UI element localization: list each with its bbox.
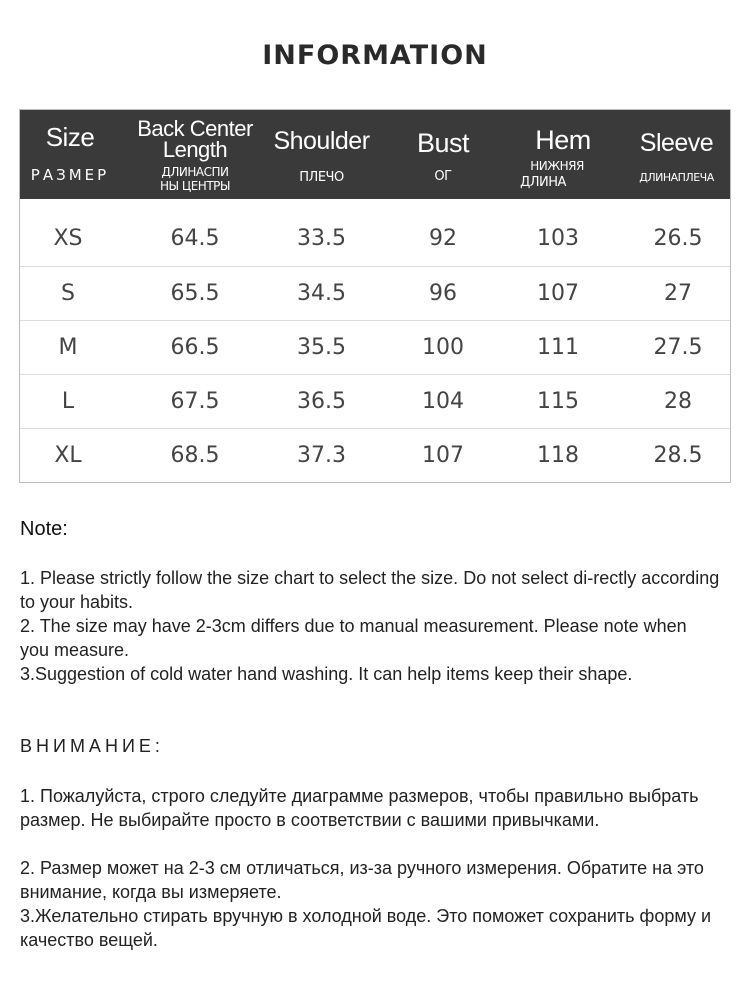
note-ru-item-1: 1. Пожалуйста, строго следуйте диаграмме размеров, чтобы правильно выбрать размер. Не выбирайте просто в соответствии с вашими привычками.	[20, 786, 699, 830]
table-row	[20, 320, 730, 375]
bust-cell: 107	[422, 443, 464, 468]
header-bust-en: Bust	[416, 128, 470, 158]
note-ru-item-3: 3.Желательно стирать вручную в холодной воде. Это поможет сохранить форму и качество вещей.	[20, 906, 712, 950]
table-row	[20, 428, 730, 483]
table-header	[20, 110, 730, 199]
size-cell: M	[58, 335, 78, 360]
header-hem-en: Hem	[535, 125, 591, 155]
header-shoulder-en: Shoulder	[273, 127, 370, 155]
size-cell: L	[61, 389, 75, 414]
header-sleeve	[623, 110, 730, 199]
sleeve-cell: 26.5	[653, 226, 703, 251]
table-row	[20, 374, 730, 429]
note-item-3: 3.Suggestion of cold water hand washing. It can help items keep their shape.	[20, 664, 633, 684]
table-row	[20, 212, 730, 266]
header-sleeve-ru: ДЛИНАПЛЕЧА	[639, 171, 714, 184]
bust-cell: 100	[422, 335, 464, 360]
shoulder-cell: 33.5	[297, 226, 346, 251]
hem-cell: 103	[537, 226, 579, 251]
sleeve-cell: 27	[664, 281, 692, 306]
header-sleeve-en: Sleeve	[639, 129, 714, 157]
note-item-1: 1. Please strictly follow the size chart to select the size. Do not select di-rectly according to your habits.	[20, 568, 720, 612]
hem-cell: 115	[537, 389, 579, 414]
size-cell: XL	[54, 443, 82, 468]
hem-cell: 107	[537, 281, 579, 306]
back-center-length-cell: 66.5	[170, 335, 220, 360]
table-row	[20, 266, 730, 321]
sleeve-cell: 27.5	[653, 335, 703, 360]
hem-cell: 118	[537, 443, 579, 468]
back-center-length-cell: 64.5	[170, 226, 220, 251]
shoulder-cell: 34.5	[297, 281, 346, 306]
back-center-length-cell: 67.5	[170, 389, 220, 414]
header-back-center-length-ru1: ДЛИНАСПИ	[161, 165, 229, 179]
shoulder-cell: 37.3	[297, 443, 346, 468]
header-hem-ru2: ДЛИНА	[520, 175, 566, 190]
header-size-en: Size	[45, 122, 95, 152]
size-cell: S	[61, 281, 75, 306]
back-center-length-cell: 65.5	[170, 281, 220, 306]
note-ru-item-2: 2. Размер может на 2-3 см отличаться, из-за ручного измерения. Обратите на это внимание, когда вы измеряете.	[20, 858, 704, 902]
page-title: INFORMATION	[262, 40, 488, 71]
hem-cell: 111	[537, 335, 579, 360]
note-ru-heading: ВНИМАНИЕ:	[20, 736, 164, 756]
size-chart-table	[19, 109, 731, 483]
header-bust-ru: ОГ	[434, 169, 452, 184]
header-shoulder	[270, 110, 373, 199]
header-hem	[503, 110, 623, 199]
back-center-length-cell: 68.5	[170, 443, 220, 468]
bust-cell: 92	[429, 226, 457, 251]
sleeve-cell: 28	[664, 389, 692, 414]
bust-cell: 104	[422, 389, 464, 414]
shoulder-cell: 35.5	[297, 335, 346, 360]
header-hem-ru1: НИЖНЯЯ	[530, 159, 584, 173]
note-heading: Note:	[20, 518, 68, 540]
header-size	[20, 110, 120, 199]
header-back-center-length-en2: Length	[162, 137, 228, 162]
header-back-center-length-en1: Back Center	[137, 116, 253, 141]
sleeve-cell: 28.5	[653, 443, 703, 468]
size-cell: XS	[53, 226, 83, 251]
shoulder-cell: 36.5	[297, 389, 346, 414]
note-item-2: 2. The size may have 2-3cm differs due to manual measurement. Please note when you measure.	[20, 616, 687, 660]
header-back-center-length-ru2: НЫ ЦЕНТРЫ	[159, 179, 230, 193]
header-size-ru: РАЗМЕР	[30, 166, 110, 184]
header-shoulder-ru: ПЛЕЧО	[299, 170, 344, 185]
bust-cell: 96	[429, 281, 457, 306]
header-back-center-length	[120, 110, 270, 199]
